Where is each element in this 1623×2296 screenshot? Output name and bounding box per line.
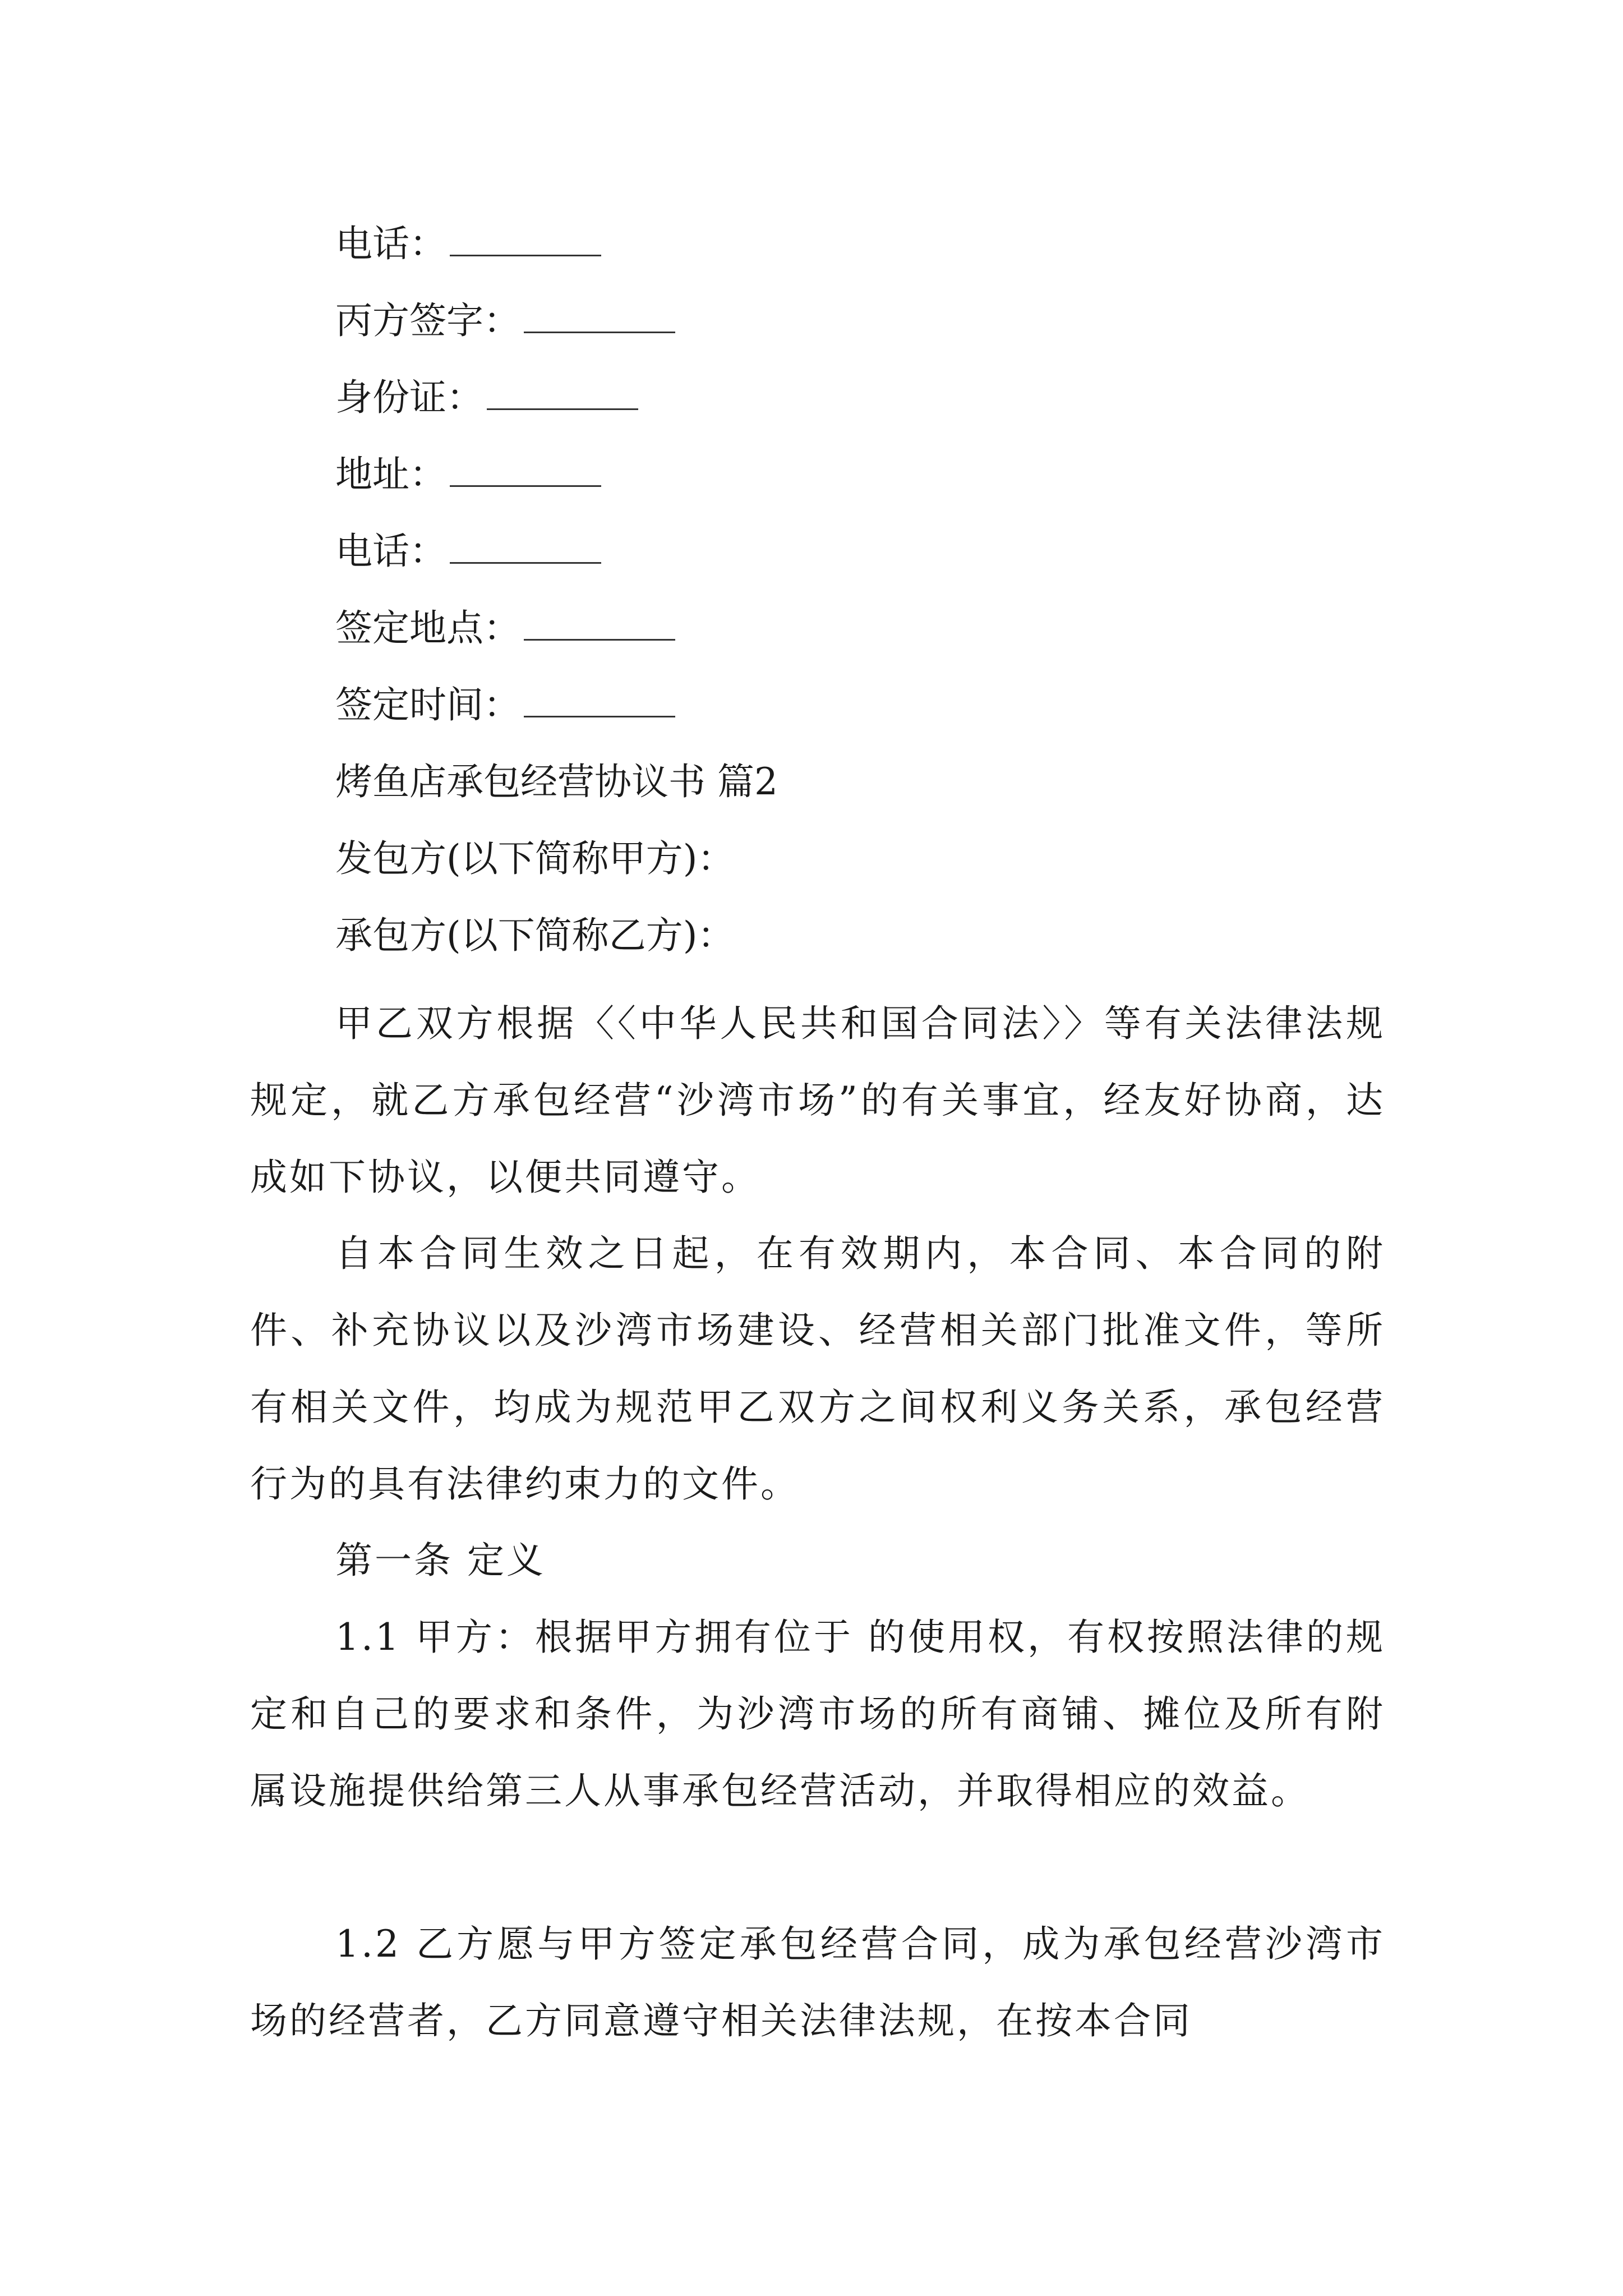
party-c-signature-label: 丙方签字： — [335, 299, 520, 342]
id-card-label: 身份证： — [335, 376, 483, 419]
signing-time-label: 签定时间： — [335, 683, 520, 726]
phone-blank-2 — [450, 532, 601, 564]
signing-time-blank — [524, 685, 675, 717]
id-card-blank — [487, 378, 638, 410]
party-c-signature-field — [335, 296, 675, 346]
address-label: 地址： — [335, 453, 446, 496]
clause-1-1: 1.1 甲方：根据甲方拥有位于 的使用权，有权按照法律的规定和自己的要求和条件，为沙湾市场的所有商铺、摊位及所有附属设施提供给第三人从事承包经营活动，并取得相应的效益。 — [250, 1616, 1385, 1812]
contracting-party-line: 发包方(以下简称甲方)： — [335, 837, 735, 880]
phone-field — [335, 219, 601, 269]
id-card-field — [335, 372, 638, 423]
phone-label-2: 电话： — [335, 530, 446, 573]
section-title: 烤鱼店承包经营协议书 篇2 — [335, 760, 778, 803]
phone-blank — [450, 224, 601, 256]
clause-1-2: 1.2 乙方愿与甲方签定承包经营合同，成为承包经营沙湾市场的经营者，乙方同意遵守相关法律法规，在按本合同 — [250, 1922, 1385, 2042]
address-blank — [450, 455, 601, 487]
signing-place-blank — [524, 609, 675, 641]
phone-label: 电话： — [335, 222, 446, 265]
contractor-party-line: 承包方(以下简称乙方)： — [335, 914, 735, 957]
phone-field-2 — [335, 526, 601, 577]
signing-time-field — [335, 680, 675, 730]
party-c-signature-blank — [524, 301, 675, 333]
paragraph-preamble: 甲乙双方根据〈〈中华人民共和国合同法〉〉等有关法律法规规定，就乙方承包经营“沙湾市场”的有关事宜，经友好协商，达成如下协议，以便共同遵守。 — [250, 1002, 1385, 1199]
signing-place-label: 签定地点： — [335, 606, 520, 650]
signing-place-field — [335, 603, 675, 654]
address-field — [335, 449, 601, 500]
paragraph-validity: 自本合同生效之日起，在有效期内，本合同、本合同的附件、补充协议以及沙湾市场建设、经营相关部门批准文件，等所有相关文件，均成为规范甲乙双方之间权利义务关系，承包经营行为的具有法律约束力的文件。 — [250, 1232, 1385, 1506]
article-heading: 第一条 定义 — [335, 1539, 546, 1582]
